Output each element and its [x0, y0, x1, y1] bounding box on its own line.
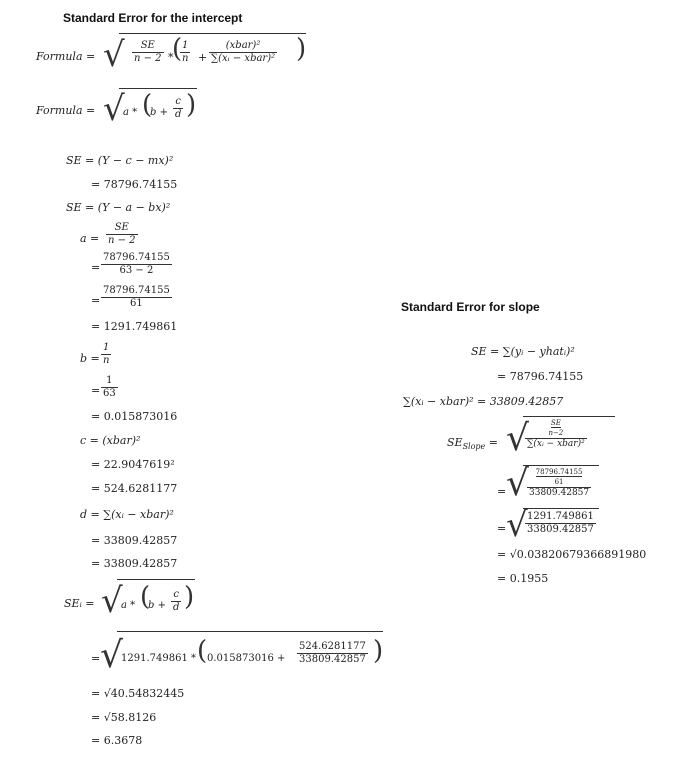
intercept-heading: Standard Error for the intercept — [63, 11, 243, 25]
sei-result: = 6.3678 — [91, 734, 143, 747]
b-label: b = — [80, 352, 100, 365]
d-value-1: = 33809.42857 — [91, 534, 178, 547]
c-value-1: = 22.9047619² — [91, 458, 175, 471]
sei-c-over-d: $\frac{c}{d}$ — [173, 589, 180, 613]
b-value: = 0.015873016 — [91, 410, 178, 423]
c-equation: c = (xbar)² — [80, 434, 141, 447]
sei-a: a * — [121, 600, 136, 611]
sei-substituted-radical-bar — [117, 631, 383, 632]
a-equals-2: = — [91, 261, 101, 274]
formula1-plus: + — [198, 51, 208, 64]
sei-b: b + — [148, 600, 166, 611]
seslope-radical-2: √ — [506, 463, 529, 504]
c-value-2: = 524.6281177 — [91, 482, 178, 495]
sei-sub-fraction: $\frac{524.6281177}{33809.42857}$ — [299, 641, 366, 665]
formula2-close-paren: ) — [186, 90, 197, 120]
slope-heading: Standard Error for slope — [401, 300, 540, 314]
a-value: = 1291.749861 — [91, 320, 178, 333]
sei-sub-close-paren: ) — [373, 636, 384, 666]
formula1-close-paren: ) — [296, 34, 307, 64]
sei-close-paren: ) — [184, 582, 195, 612]
seslope-label: $SE_{Slope}$ = — [447, 436, 499, 452]
sei-label: SEᵢ = — [64, 597, 95, 610]
se-equation-1: SE = (Y − c − mx)² — [66, 154, 174, 167]
formula1-one-over-n: $\frac{1}{n}$ — [182, 40, 189, 64]
seslope-radical-bar-2 — [523, 465, 599, 466]
formula2-b: b + — [150, 107, 168, 118]
slope-se-equation: SE = ∑(yᵢ − yhatᵢ)² — [471, 345, 575, 358]
sei-sub-b: 0.015873016 + — [207, 653, 286, 664]
a-label: a = — [80, 232, 100, 245]
sei-substituted-equals: = — [91, 652, 101, 665]
a-equals-3: = — [91, 294, 101, 307]
seslope-radical: √ — [506, 418, 529, 459]
b-equals-2: = — [91, 384, 101, 397]
seslope-radical-bar — [523, 416, 615, 417]
seslope-result: = 0.1955 — [497, 572, 549, 585]
se-equation-2: SE = (Y − a − bx)² — [66, 201, 171, 214]
se-value-1: = 78796.74155 — [91, 178, 178, 191]
seslope-fraction-3: $\frac{1291.749861}{33809.42857}$ — [527, 511, 594, 535]
seslope-fraction: SE n−2 ∑(xᵢ − xbar)² — [527, 419, 585, 449]
slope-se-value: = 78796.74155 — [497, 370, 584, 383]
formula2-radical: √ — [103, 89, 125, 129]
formula1-open-paren: ( — [172, 34, 183, 64]
b-fraction: $\frac{1}{n}$ — [103, 342, 110, 366]
slope-sum-equation: ∑(xᵢ − xbar)² = 33809.42857 — [403, 395, 564, 408]
formula2-open-paren: ( — [142, 90, 153, 120]
seslope-radical-3: √ — [506, 505, 528, 545]
d-equation: d = ∑(xᵢ − xbar)² — [80, 508, 174, 521]
formula2-radical-bar — [119, 88, 197, 89]
formula1-se-fraction: $\frac{SE}{n - 2}$ — [134, 40, 162, 64]
seslope-radical-bar-3 — [523, 508, 599, 509]
formula1-label: Formula = — [36, 50, 96, 63]
sei-root-1: = √40.54832445 — [91, 687, 185, 700]
sei-radical-bar — [117, 579, 195, 580]
sei-open-paren: ( — [140, 582, 151, 612]
sei-sub-a: 1291.749861 * — [121, 653, 196, 664]
sei-sub-open-paren: ( — [197, 636, 208, 666]
b-fraction-2: $\frac{1}{63}$ — [103, 375, 116, 399]
formula1-radical: √ — [103, 35, 125, 75]
sei-radical: √ — [101, 581, 123, 621]
seslope-equals-3: = — [497, 522, 507, 535]
formula1-times: * — [168, 51, 174, 64]
a-fraction: $\frac{SE}{n - 2}$ — [108, 222, 136, 246]
sei-root-2: = √58.8126 — [91, 711, 157, 724]
formula1-radical-bar — [119, 33, 306, 34]
sei-substituted-radical: √ — [100, 635, 123, 676]
seslope-equals-2: = — [497, 485, 507, 498]
seslope-root: = √0.03820679366891980 — [497, 548, 647, 561]
formula2-a: a * — [123, 107, 138, 118]
formula2-c-over-d: $\frac{c}{d}$ — [175, 96, 182, 120]
formula1-xbar-fraction: (xbar)² ∑(xᵢ − xbar)² — [211, 40, 276, 64]
seslope-fraction-2: 78796.74155 61 33809.42857 — [529, 468, 590, 498]
formula2-label: Formula = — [36, 104, 96, 117]
a-fraction-3: $\frac{78796.74155}{61}$ — [103, 285, 170, 309]
d-value-2: = 33809.42857 — [91, 557, 178, 570]
a-fraction-2: $\frac{78796.74155}{63 - 2}$ — [103, 252, 170, 276]
